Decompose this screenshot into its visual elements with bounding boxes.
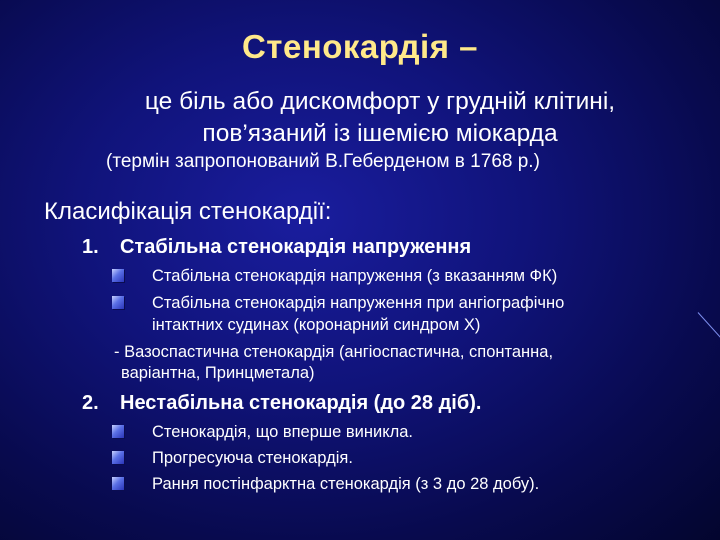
definition-line-2: пов’язаний із ішемією міокарда <box>202 120 558 147</box>
bullet-text: Стабільна стенокардія напруження (з вказанням ФК) <box>152 267 558 285</box>
item-number: 2. <box>82 392 99 414</box>
bullet-text-line-1: Стабільна стенокардія напруження при ангіографічно <box>152 294 565 312</box>
dash-line-2: варіантна, Принцметала) <box>121 364 315 382</box>
bullet-text: Стенокардія, що вперше виникла. <box>152 423 414 441</box>
definition <box>0 86 720 150</box>
square-bullet-icon <box>112 477 124 490</box>
square-bullet-icon <box>112 425 124 438</box>
bullet-text: Прогресуюча стенокардія. <box>152 449 353 467</box>
bullet-text: Рання постінфарктна стенокардія (з 3 до 28 добу). <box>152 475 540 493</box>
bullet-text-line-2: інтактних судинах (коронарний синдром Х) <box>152 316 481 334</box>
term-origin-note: (термін запропонований В.Геберденом в 1768 р.) <box>106 151 540 172</box>
decorative-line <box>698 312 720 338</box>
item-label: Нестабільна стенокардія (до 28 діб). <box>120 392 482 414</box>
dash-line-1: - Вазоспастична стенокардія (ангіоспастична, спонтанна, <box>114 343 554 361</box>
square-bullet-icon <box>112 451 124 464</box>
dash-list-item <box>114 342 553 384</box>
definition-line-1: це біль або дискомфорт у грудній клітині, <box>144 88 616 115</box>
item-number: 1. <box>82 236 99 258</box>
square-bullet-icon <box>112 269 124 282</box>
item-label: Стабільна стенокардія напруження <box>120 236 472 258</box>
numbered-item-1 <box>82 236 471 259</box>
square-bullet-icon <box>112 296 124 309</box>
slide-title: Стенокардія – <box>241 28 479 65</box>
numbered-item-2 <box>82 392 481 415</box>
classification-heading: Класифікація стенокардії: <box>44 198 332 225</box>
